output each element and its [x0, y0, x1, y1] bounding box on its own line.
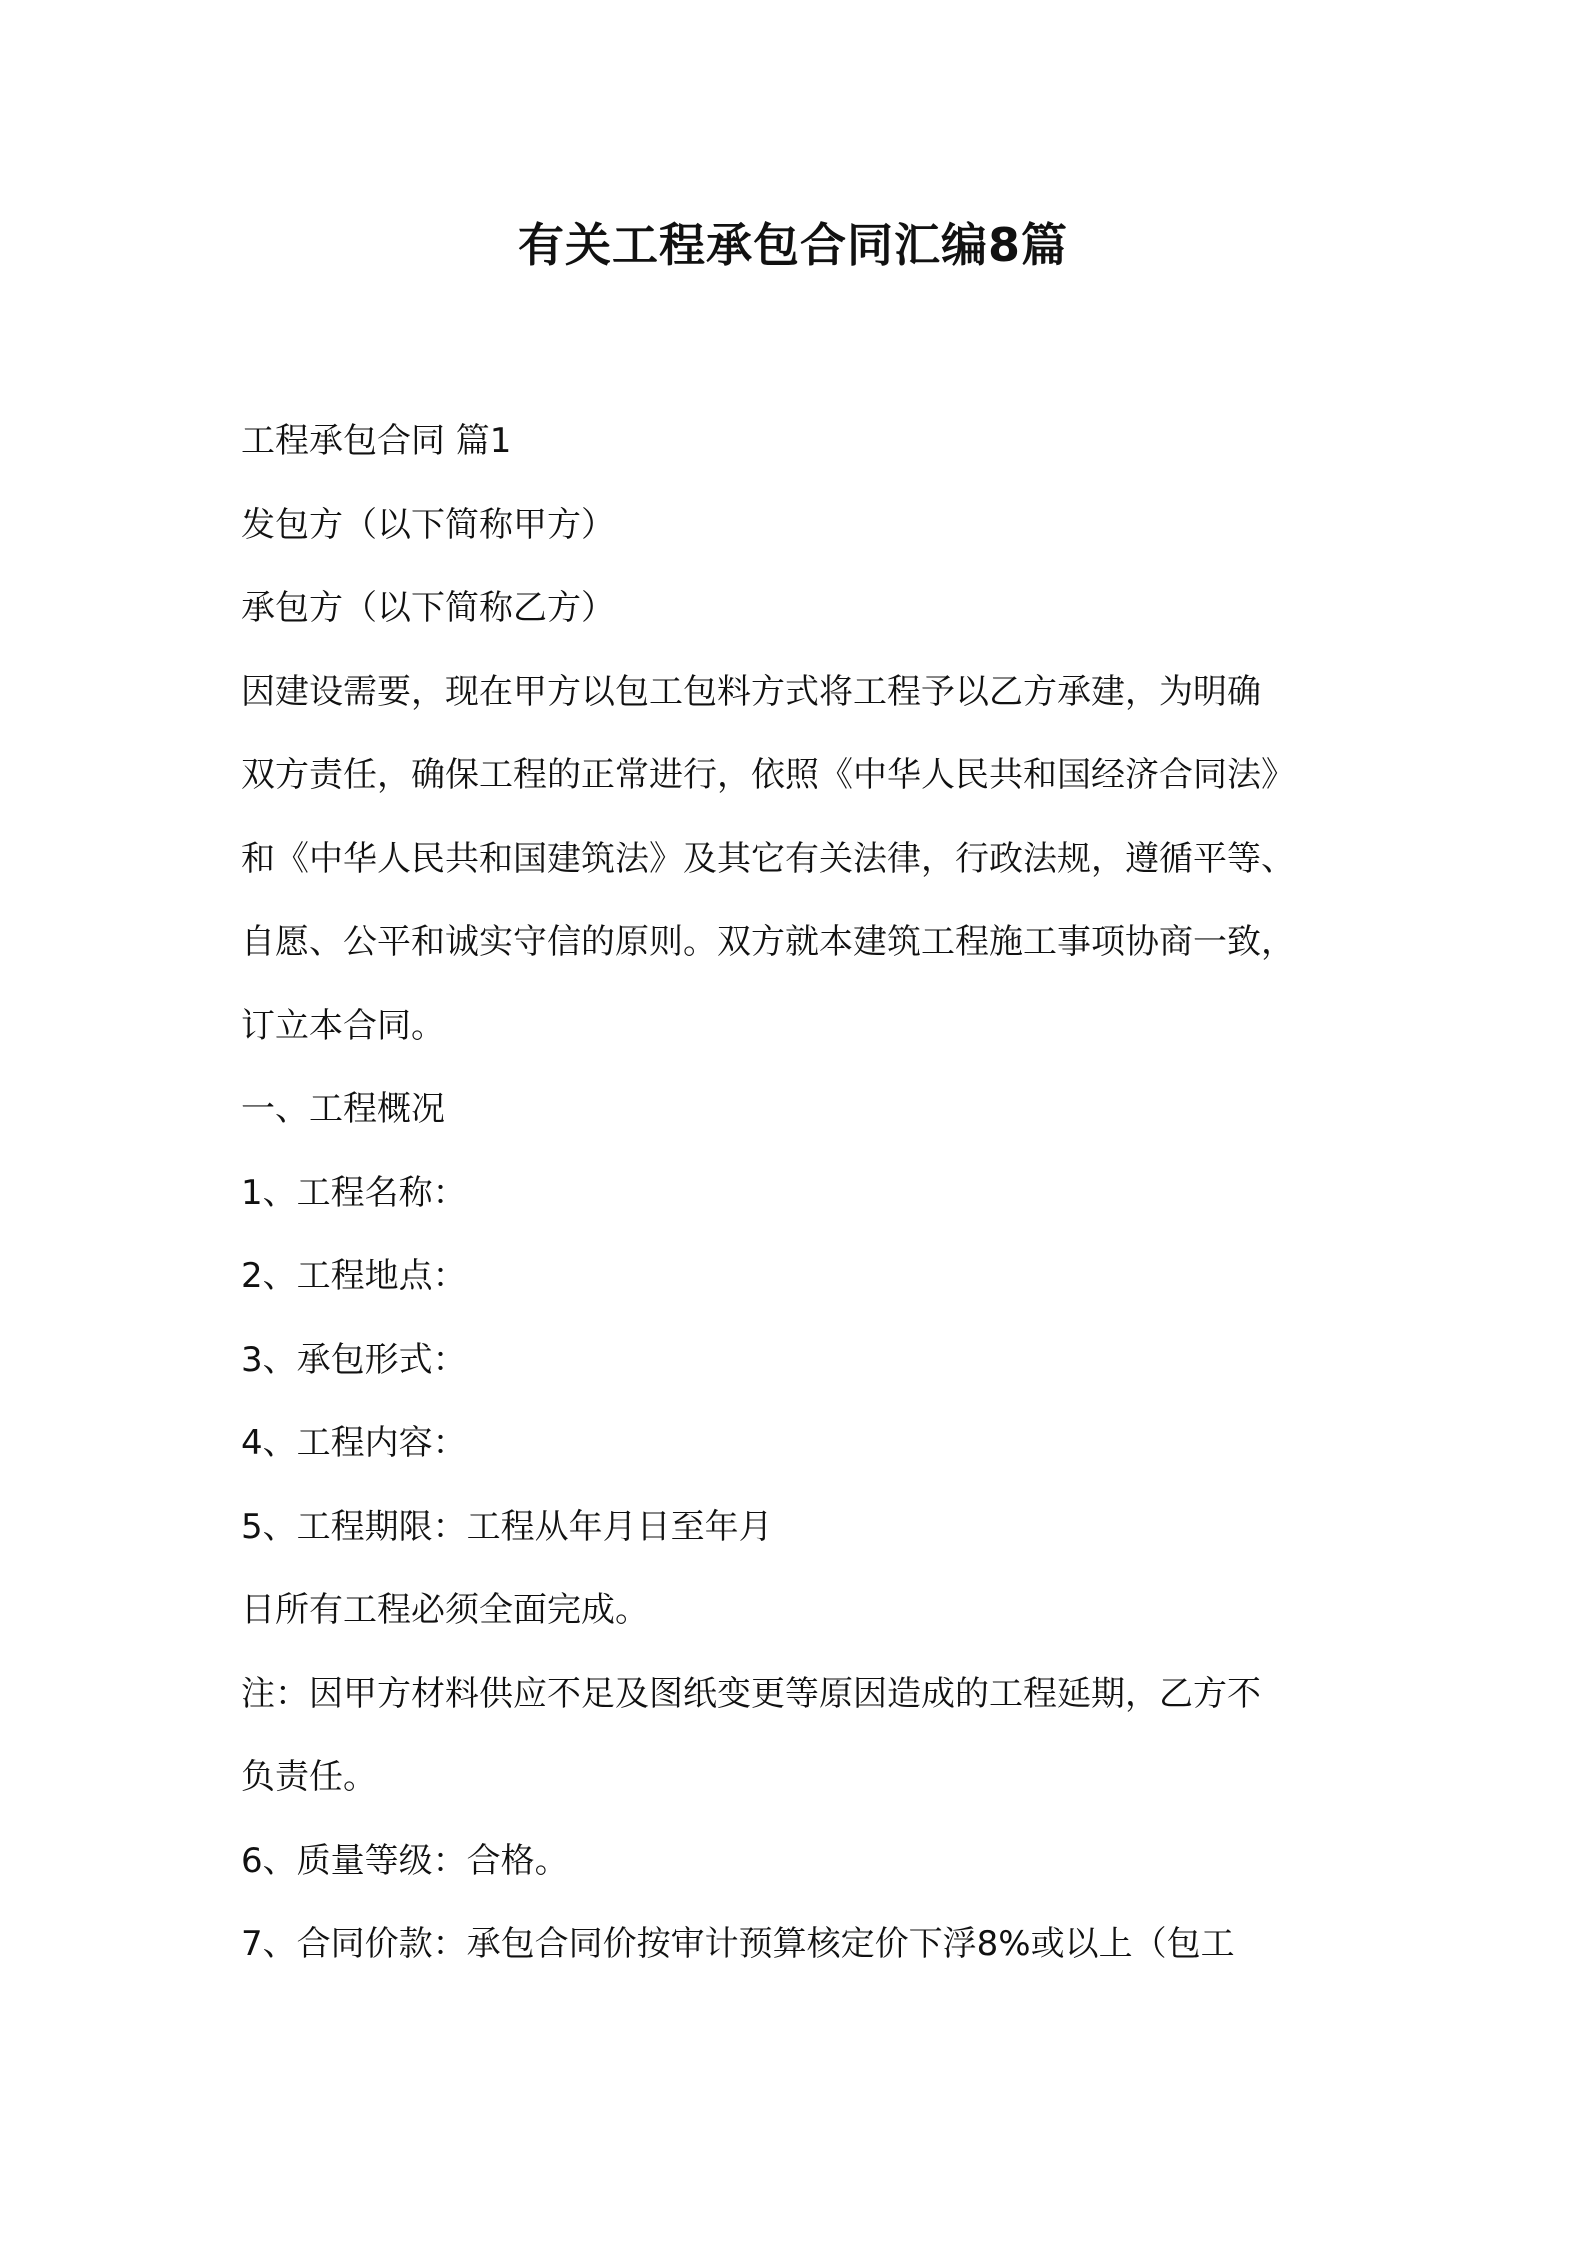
item-contract-form: 3、承包形式：: [241, 1339, 467, 1380]
paragraph-line: 和《中华人民共和国建筑法》及其它有关法律，行政法规，遵循平等、: [241, 838, 1295, 879]
item-project-name: 1、工程名称：: [241, 1172, 467, 1213]
note-line-continued: 负责任。: [241, 1757, 377, 1797]
item-project-period: 5、工程期限：工程从年月日至年月: [241, 1506, 773, 1547]
item-quality-grade: 6、质量等级：合格。: [241, 1840, 569, 1881]
paragraph-line: 因建设需要，现在甲方以包工包料方式将工程予以乙方承建，为明确: [241, 671, 1261, 712]
document-body: [241, 400, 1351, 1987]
section-heading-part-1: 工程承包合同 篇1: [241, 421, 512, 461]
paragraph-line: 自愿、公平和诚实守信的原则。双方就本建筑工程施工事项协商一致，: [241, 922, 1295, 962]
paragraph-line: 双方责任，确保工程的正常进行，依照《中华人民共和国经济合同法》: [241, 755, 1295, 795]
party-b-line: 承包方（以下简称乙方）: [241, 588, 615, 628]
section-heading-overview: 一、工程概况: [241, 1089, 445, 1129]
item-contract-price: 7、合同价款：承包合同价按审计预算核定价下浮8%或以上（包工: [241, 1924, 1235, 1964]
paragraph-line: 订立本合同。: [241, 1005, 445, 1046]
document-title: 有关工程承包合同汇编8篇: [517, 218, 1068, 272]
note-line: 注：因甲方材料供应不足及图纸变更等原因造成的工程延期，乙方不: [241, 1673, 1261, 1714]
item-project-content: 4、工程内容：: [241, 1423, 467, 1463]
item-project-period-continued: 日所有工程必须全面完成。: [241, 1590, 649, 1630]
item-project-location: 2、工程地点：: [241, 1256, 467, 1296]
party-a-line: 发包方（以下简称甲方）: [241, 504, 615, 545]
